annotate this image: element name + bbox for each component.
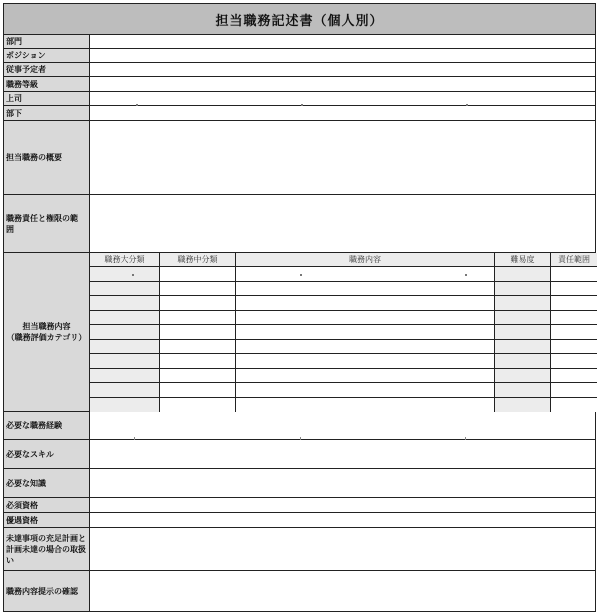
subordinate-field[interactable] — [90, 106, 595, 120]
label-preferred-qualification: 優遇資格 — [4, 513, 90, 527]
duty-cell-difficulty[interactable] — [495, 354, 551, 369]
duty-cell-responsibility-scope[interactable] — [551, 325, 597, 340]
label-department: 部門 — [4, 35, 90, 48]
label-unfilled-plan: 未達事項の充足計画と計画未達の場合の取扱い — [4, 528, 90, 570]
duty-cell-responsibility-scope[interactable] — [551, 354, 597, 369]
duty-cell-mid-category[interactable] — [160, 267, 236, 282]
duty-cell-difficulty[interactable] — [495, 325, 551, 340]
duty-header-duty-detail: 職務内容 — [236, 253, 495, 267]
duty-cell-duty-detail[interactable] — [236, 282, 495, 297]
duty-cell-responsibility-scope[interactable] — [551, 340, 597, 355]
duty-header-mid-category: 職務中分類 — [160, 253, 236, 267]
marker-dot — [132, 274, 134, 276]
page-title: 担当職務記述書（個人別） — [4, 4, 595, 35]
duty-cell-major-category[interactable] — [90, 354, 160, 369]
duty-cell-major-category[interactable] — [90, 311, 160, 326]
duty-cell-major-category[interactable] — [90, 383, 160, 398]
unfilled-plan-field[interactable] — [90, 528, 595, 570]
marker-dot — [300, 274, 302, 276]
duty-cell-duty-detail[interactable] — [236, 369, 495, 384]
duty-cell-duty-detail[interactable] — [236, 354, 495, 369]
duty-cell-major-category[interactable] — [90, 296, 160, 311]
row-unfilled-plan — [4, 528, 595, 571]
duty-overview-field[interactable] — [90, 121, 595, 194]
duty-cell-difficulty[interactable] — [495, 311, 551, 326]
label-subordinate: 部下 — [4, 106, 90, 120]
row-department — [4, 35, 595, 49]
row-superior — [4, 92, 595, 106]
label-duty-content: 担当職務内容 （職務評価カテゴリ） — [4, 253, 90, 411]
duty-cell-major-category[interactable] — [90, 369, 160, 384]
label-confirmation: 職務内容提示の確認 — [4, 571, 90, 611]
label-skills: 必要なスキル — [4, 440, 90, 468]
duty-cell-difficulty[interactable] — [495, 296, 551, 311]
duty-cell-major-category[interactable] — [90, 398, 160, 413]
duty-cell-duty-detail[interactable] — [236, 383, 495, 398]
row-duty-content — [4, 253, 595, 412]
duty-cell-major-category[interactable] — [90, 282, 160, 297]
duty-cell-difficulty[interactable] — [495, 383, 551, 398]
duty-cell-major-category[interactable] — [90, 325, 160, 340]
job-description-sheet — [3, 3, 596, 612]
row-subordinate — [4, 106, 595, 121]
duty-cell-difficulty[interactable] — [495, 267, 551, 282]
duty-header-major-category: 職務大分類 — [90, 253, 160, 267]
superior-field[interactable] — [90, 92, 595, 105]
row-responsibility — [4, 195, 595, 253]
row-experience — [4, 412, 595, 440]
duty-cell-mid-category[interactable] — [160, 296, 236, 311]
department-field[interactable] — [90, 35, 595, 48]
label-duty-overview: 担当職務の概要 — [4, 121, 90, 194]
confirmation-field[interactable] — [90, 571, 595, 611]
duty-cell-responsibility-scope[interactable] — [551, 311, 597, 326]
duty-cell-responsibility-scope[interactable] — [551, 383, 597, 398]
duty-table — [90, 253, 595, 411]
duty-cell-difficulty[interactable] — [495, 340, 551, 355]
label-planned-staff: 従事予定者 — [4, 63, 90, 76]
duty-cell-difficulty[interactable] — [495, 369, 551, 384]
duty-cell-mid-category[interactable] — [160, 369, 236, 384]
job-grade-field[interactable] — [90, 77, 595, 91]
duty-cell-duty-detail[interactable] — [236, 267, 495, 282]
label-superior: 上司 — [4, 92, 90, 105]
planned-staff-field[interactable] — [90, 63, 595, 76]
duty-cell-responsibility-scope[interactable] — [551, 267, 597, 282]
duty-cell-responsibility-scope[interactable] — [551, 282, 597, 297]
duty-cell-major-category[interactable] — [90, 340, 160, 355]
skills-field[interactable] — [90, 440, 595, 468]
duty-cell-mid-category[interactable] — [160, 282, 236, 297]
duty-cell-mid-category[interactable] — [160, 398, 236, 413]
label-required-qualification: 必須資格 — [4, 498, 90, 512]
marker-dot — [465, 274, 467, 276]
duty-cell-responsibility-scope[interactable] — [551, 369, 597, 384]
row-skills — [4, 440, 595, 469]
required-qualification-field[interactable] — [90, 498, 595, 512]
duty-cell-mid-category[interactable] — [160, 325, 236, 340]
duty-cell-responsibility-scope[interactable] — [551, 398, 597, 413]
row-job-grade — [4, 77, 595, 92]
duty-cell-difficulty[interactable] — [495, 398, 551, 413]
label-responsibility: 職務責任と権限の範囲 — [4, 195, 90, 252]
responsibility-field[interactable] — [90, 195, 595, 252]
row-confirmation — [4, 571, 595, 611]
label-experience: 必要な職務経験 — [4, 412, 90, 439]
duty-cell-duty-detail[interactable] — [236, 325, 495, 340]
row-position — [4, 49, 595, 63]
duty-cell-mid-category[interactable] — [160, 340, 236, 355]
label-position: ポジション — [4, 49, 90, 62]
duty-cell-responsibility-scope[interactable] — [551, 296, 597, 311]
label-knowledge: 必要な知識 — [4, 469, 90, 497]
duty-cell-duty-detail[interactable] — [236, 311, 495, 326]
row-planned-staff — [4, 63, 595, 77]
row-duty-overview — [4, 121, 595, 195]
preferred-qualification-field[interactable] — [90, 513, 595, 527]
row-preferred-qualification — [4, 513, 595, 528]
row-required-qualification — [4, 498, 595, 513]
duty-cell-major-category[interactable] — [90, 267, 160, 282]
duty-header-responsibility-scope: 責任範囲 — [551, 253, 597, 267]
duty-cell-mid-category[interactable] — [160, 354, 236, 369]
duty-cell-difficulty[interactable] — [495, 282, 551, 297]
row-knowledge — [4, 469, 595, 498]
duty-cell-duty-detail[interactable] — [236, 398, 495, 413]
knowledge-field[interactable] — [90, 469, 595, 497]
duty-cell-duty-detail[interactable] — [236, 296, 495, 311]
duty-cell-mid-category[interactable] — [160, 383, 236, 398]
experience-field[interactable] — [90, 412, 595, 439]
duty-cell-duty-detail[interactable] — [236, 340, 495, 355]
label-job-grade: 職務等級 — [4, 77, 90, 91]
position-field[interactable] — [90, 49, 595, 62]
duty-cell-mid-category[interactable] — [160, 311, 236, 326]
duty-header-difficulty: 難易度 — [495, 253, 551, 267]
